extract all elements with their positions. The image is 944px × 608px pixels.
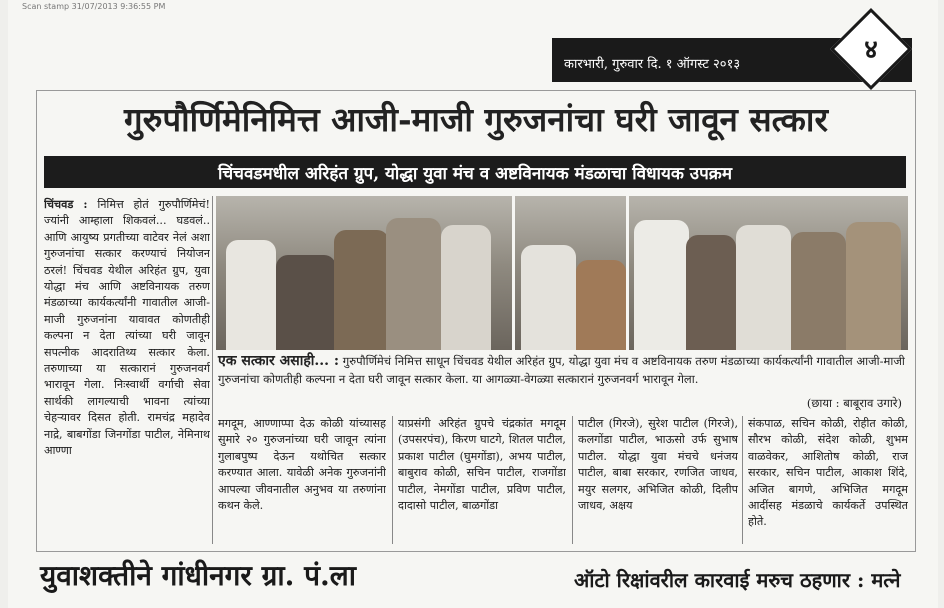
photo-figure xyxy=(441,225,491,350)
scan-stamp: Scan stamp 31/07/2013 9:36:55 PM xyxy=(22,2,166,11)
photo-figure xyxy=(386,218,441,350)
newspaper-date: कारभारी, गुरुवार दि. १ ऑगस्ट २०१३ xyxy=(564,57,741,72)
article-column-5: संकपाळ, सचिन कोळी, रोहीत कोळी, सौरभ कोळी, संदेश कोळी, शुभम वाळवेकर, आशितोष कोळी, राज सरकार, सचिन पाटील, आकाश शिंदे, अजित बागणे, अभिजित मगदूम आदींसह मंडळाचे कार्यकर्ते उपस्थित होते. xyxy=(748,417,908,529)
photo-figure xyxy=(791,232,846,350)
photo-figure xyxy=(521,245,576,350)
photo-figure xyxy=(634,220,689,350)
photo-divider xyxy=(512,196,515,350)
article-column-3: याप्रसंगी अरिहंत ग्रुपचे चंद्रकांत मगदूम (उपसरपंच), किरण घाटगे, शितल पाटील, प्रकाश पाटील (घुमगोंडा), अभय पाटील, बाबुराव कोळी, सचिन पाटील, राजगोंडा पाटील, नेमगोंडा पाटील, प्रविण पाटील, दादासो पाटील, बाळगोंडा xyxy=(398,417,566,513)
column-1-text: निमित्त होतं गुरुपौर्णिमेचं! ज्यांनी आम्हाला शिकवलं... घडवलं.. आणि आयुष्य प्रगतीच्या वाटेवर नेलं अशा गुरुजनांचा सत्कार करण्याचं नियोजन ठरलं! चिंचवड येथील अरिहंत ग्रुप, युवा योद्धा मंच आणि अष्टविनायक तरुण मंडळाच्या कार्यकर्त्यांनी गावातील आजी-माजी गुरुजनांना यावावत कोणतीही कल्पना न देता त्यांच्या घरी जावून सपत्नीक आदरातिथ्य सत्कार केला. तरुणाच्या या सत्कारानं गुरुजनवर्ग भारावून गेला. निःस्वार्थी वर्गाची सेवा सार्थकी लागल्याची भावना त्यांच्या चेहऱ्यावर दिसत होती. रामचंद्र महादेव नाद्रे, बाबगोंडा जिनगोंडा पाटील, नेमिनाथ आण्णा xyxy=(44,198,210,458)
article-subheadline: चिंचवडमधील अरिहंत ग्रुप, योद्धा युवा मंच व अष्टविनायक मंडळाचा विधायक उपक्रम xyxy=(217,164,732,184)
article-column-2: मगदूम, आण्णाप्पा देऊ कोळी यांच्यासह सुमारे २० गुरुजनांच्या घरी जावून त्यांना गुलाबपुष्प देऊन यथोचित सत्कार करण्यात आला. यावेळी अनेक गुरुजनांनी आपल्या जीवनातील अनुभव या तरुणांना कथन केले. xyxy=(218,417,386,513)
photo-caption xyxy=(218,352,908,412)
caption-title: एक सत्कार असाही... : xyxy=(218,353,340,369)
photo-figure xyxy=(846,222,901,350)
next-article-headline: युवाशक्तीने गांधीनगर ग्रा. पं.ला xyxy=(40,559,357,592)
photo-divider xyxy=(626,196,629,350)
column-rule xyxy=(742,416,743,544)
article-column-4: पाटील (गिरजे), सुरेश पाटील (गिरजे), कलगोंडा पाटील, भाऊसो उर्फ सुभाष पाटील. योद्धा युवा मंचचे धनंजय पाटील, बाबा सरकार, रणजित जाधव, मयुर सलगर, अभिजित कोळी, दिलीप जाधव, अक्षय xyxy=(578,417,738,513)
column-rule xyxy=(392,416,393,544)
photo-credit: (छाया : बाबूराव उगारे) xyxy=(806,396,902,410)
dateline: चिंचवड : xyxy=(44,197,88,211)
article-headline: गुरुपौर्णिमेनिमित्त आजी-माजी गुरुजनांचा घरी जावून सत्कार xyxy=(124,100,828,139)
column-rule xyxy=(212,196,213,544)
photo-figure xyxy=(576,260,626,350)
article-column-1 xyxy=(44,196,210,546)
column-rule xyxy=(572,416,573,544)
photo-figure xyxy=(226,240,276,350)
photo-figure xyxy=(736,225,791,350)
page-number: ४ xyxy=(864,35,878,65)
photo-figure xyxy=(334,230,389,350)
article-photo xyxy=(216,196,908,350)
photo-figure xyxy=(686,235,736,350)
photo-figure xyxy=(276,255,336,350)
adjacent-article-headline: ऑटो रिक्षांवरील कारवाई मरुच ठहणार : मत्ने xyxy=(574,568,901,592)
caption-text: गुरुपौर्णिमेचं निमित्त साधून चिंचवड येथील अरिहंत ग्रुप, योद्धा युवा मंच व अष्टविनायक तरुण मंडळाच्या कार्यकर्त्यांनी गावातील आजी-माजी गुरुजनांचा कोणतीही कल्पना न देता घरी जावून सत्कार केला. या आगळ्या-वेगळ्या सत्कारानं गुरुजनवर्ग भारावून गेला. xyxy=(218,354,905,386)
